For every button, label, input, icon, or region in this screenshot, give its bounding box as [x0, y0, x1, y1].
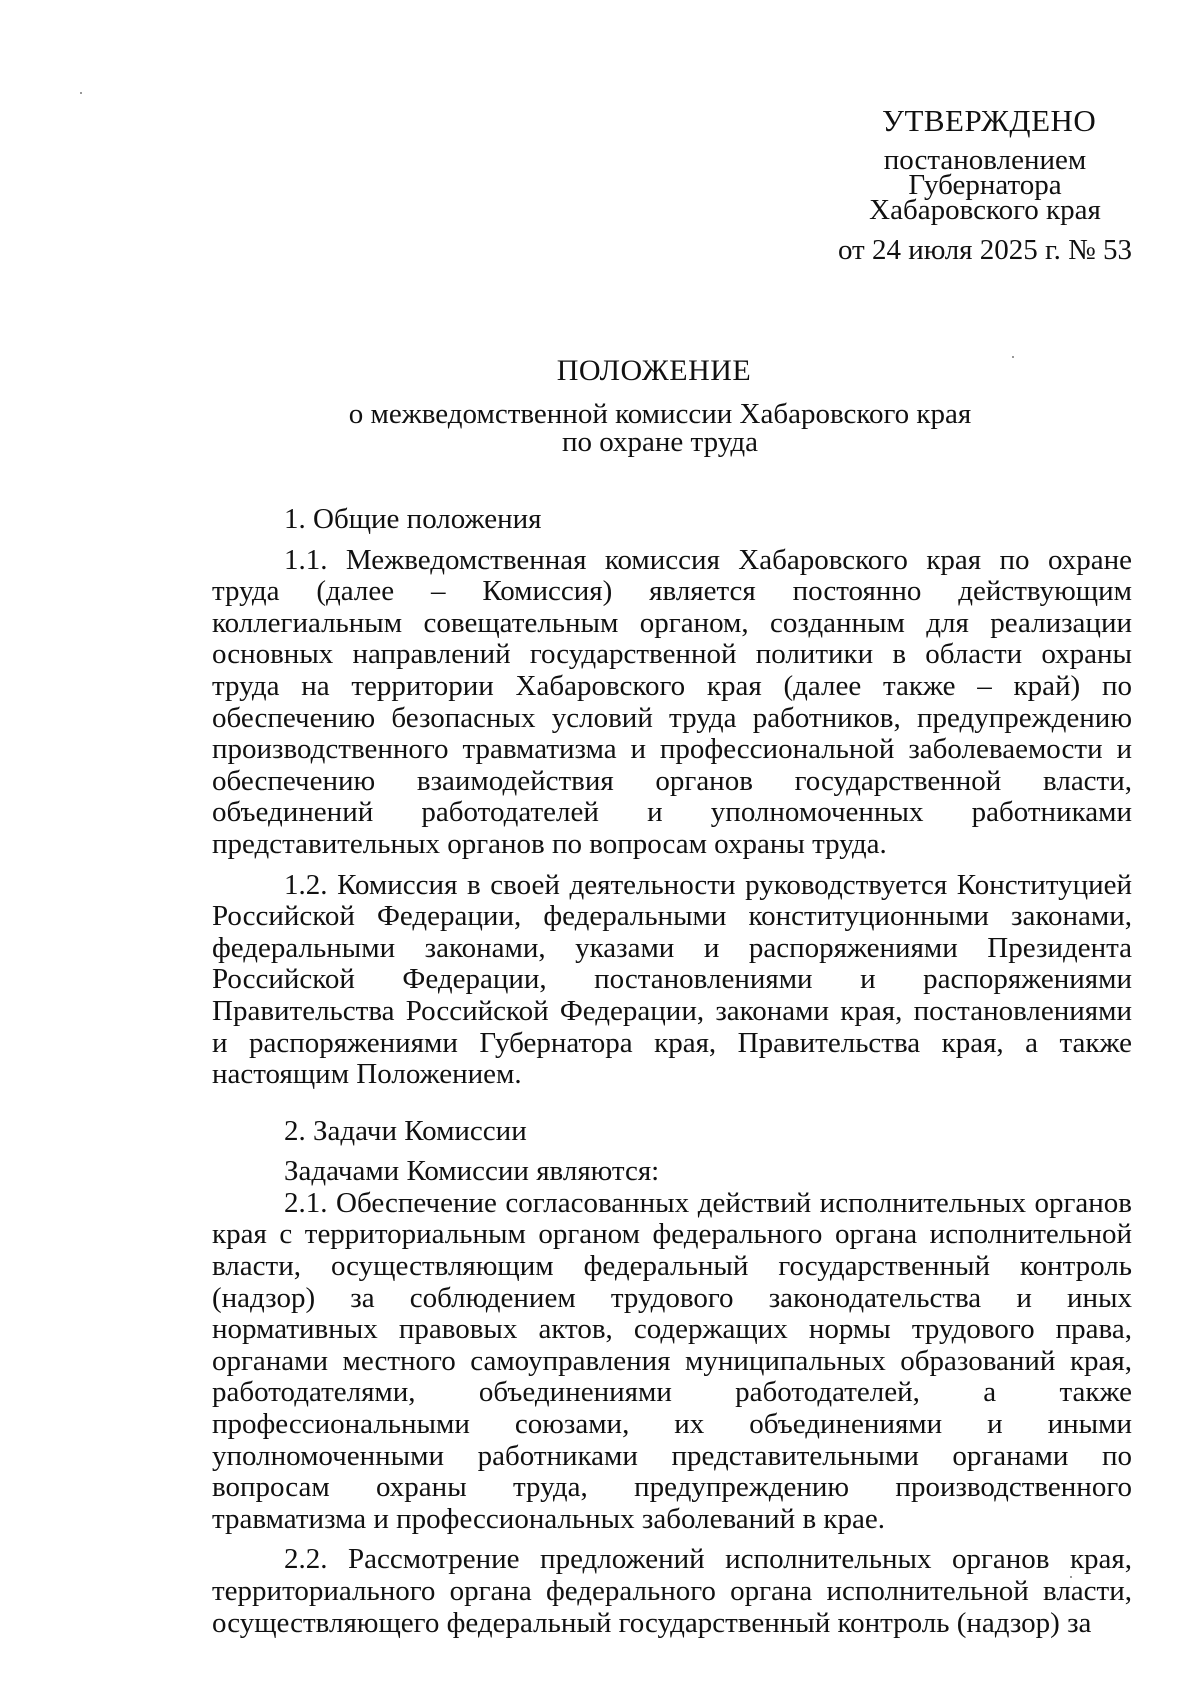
approval-line: Хабаровского края — [869, 194, 1101, 226]
section-heading: 1. Общие положения — [284, 503, 542, 535]
paragraph: 2.2. Рассмотрение предложений исполнительных органов края, территориального органа федерального органа исполнительной власти, осуществляющего федеральный государственный контроль (надзор) за — [212, 1543, 1132, 1639]
paragraph: Задачами Комиссии являются: — [284, 1155, 660, 1188]
approval-line: постановлением — [883, 144, 1087, 176]
approval-date: от 24 июля 2025 г. № 53 — [837, 234, 1133, 266]
approval-title: УТВЕРЖДЕНО — [882, 103, 1097, 138]
section-heading: 2. Задачи Комиссии — [284, 1114, 527, 1147]
document-title: ПОЛОЖЕНИЕ — [556, 354, 752, 387]
document-body — [212, 504, 1132, 1639]
document-subtitle: по охране труда — [561, 426, 758, 458]
paragraph: 2.1. Обеспечение согласованных действий исполнительных органов края с территориальным органом федерального органа исполнительной власти, осуществляющим федеральный государственный контроль (надзор) за соблюдением трудового законодательства и иных нормативных правовых актов, содержащих нормы трудового права, органами местного самоуправления муниципальных образований края, работодателями, объединениями работодателей, а также профессиональными союзами, их объединениями и иными уполномоченными работниками представительными органами по вопросам охраны труда, предупреждению производственного травматизма и профессиональных заболеваний в крае. — [212, 1186, 1132, 1535]
document-subtitle: о межведомственной комиссии Хабаровского края — [348, 398, 972, 430]
paragraph: 1.1. Межведомственная комиссия Хабаровского края по охране труда (далее – Комиссия) является постоянно действующим коллегиальным совещательным органом, созданным для реализации основных направлений государственной политики в области охраны труда на территории Хабаровского края (далее также – край) по обеспечению безопасных условий труда работников, предупреждению производственного травматизма и профессиональной заболеваемости и обеспечению взаимодействия органов государственной власти, объединений работодателей и уполномоченных работниками представительных органов по вопросам охраны труда. — [212, 543, 1132, 860]
approval-line: Губернатора — [908, 169, 1062, 201]
paragraph: 1.2. Комиссия в своей деятельности руководствуется Конституцией Российской Федерации, федеральными конституционными законами, федеральными законами, указами и распоряжениями Президента Российской Федерации, постановлениями и распоряжениями Правительства Российской Федерации, законами края, постановлениями и распоряжениями Губернатора края, Правительства края, а также настоящим Положением. — [212, 868, 1132, 1091]
approval-stamp-block — [830, 103, 1140, 266]
scan-speck — [80, 92, 82, 94]
document-title-block — [0, 354, 1200, 458]
